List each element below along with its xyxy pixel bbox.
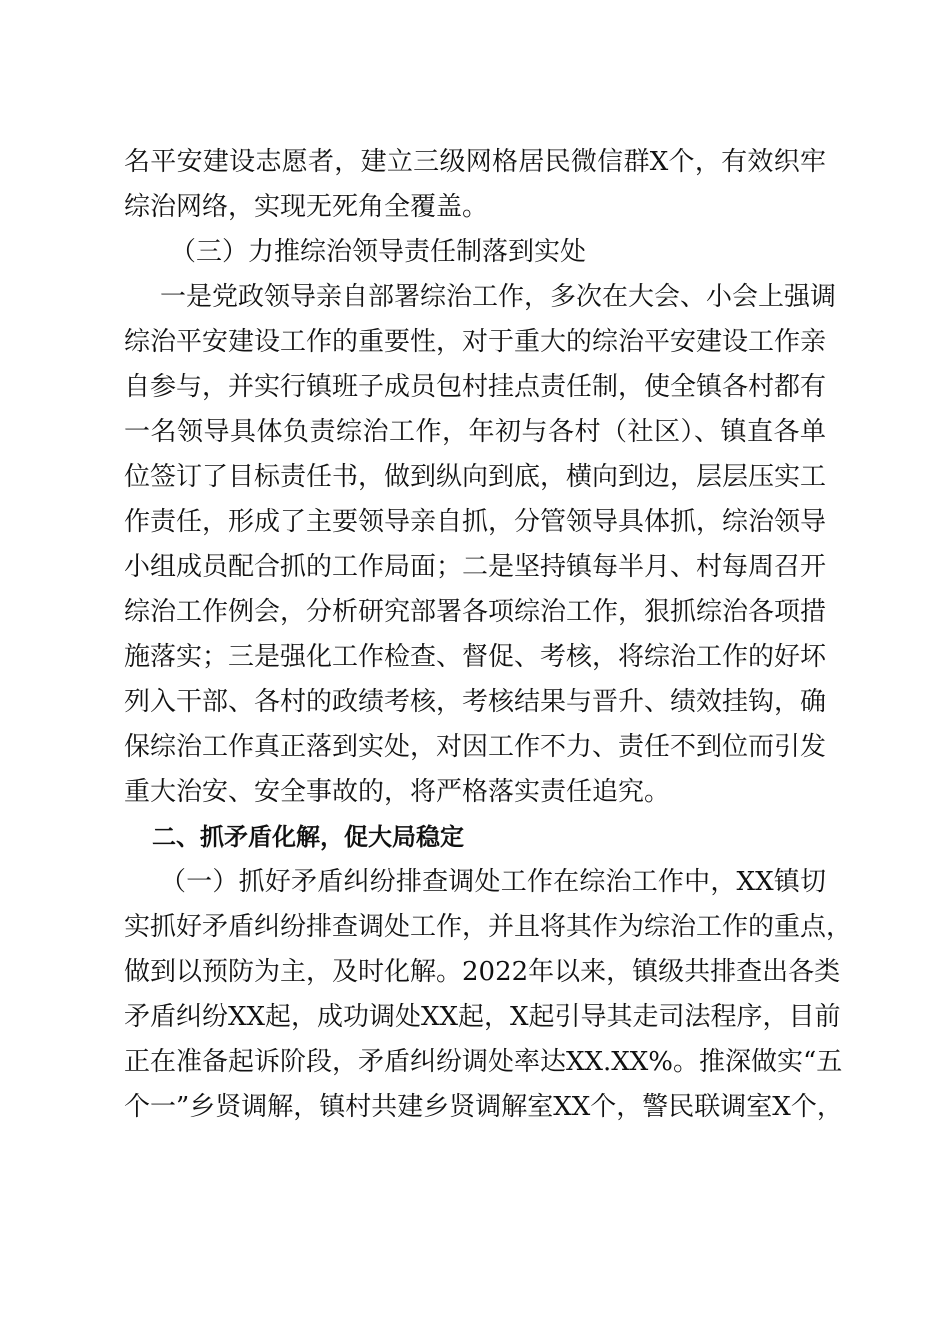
paragraph-line: 综治工作例会，分析研究部署各项综治工作，狠抓综治各项措 [124, 597, 827, 627]
paragraph-line: 名平安建设志愿者，建立三级网格居民微信群X个，有效织牢 [124, 147, 826, 177]
paragraph-line: 位签订了目标责任书，做到纵向到底，横向到边，层层压实工 [124, 462, 827, 492]
paragraph-line: 一名领导具体负责综治工作，年初与各村（社区）、镇直各单 [124, 417, 826, 447]
paragraph-line: 自参与，并实行镇班子成员包村挂点责任制，使全镇各村都有 [124, 372, 827, 402]
paragraph-line: 综治平安建设工作的重要性，对于重大的综治平安建设工作亲 [124, 327, 827, 357]
paragraph-line: 施落实；三是强化工作检查、督促、考核，将综治工作的好坏 [124, 642, 827, 672]
paragraph-line: 一是党政领导亲自部署综治工作，多次在大会、小会上强调 [160, 282, 837, 312]
paragraph-line: 小组成员配合抓的工作局面；二是坚持镇每半月、村每周召开 [124, 552, 827, 582]
paragraph-line: （一）抓好矛盾纠纷排查调处工作在综治工作中，XX镇切 [160, 867, 826, 897]
paragraph-line: 重大治安、安全事故的，将严格落实责任追究。 [124, 777, 671, 807]
paragraph-line: 列入干部、各村的政绩考核，考核结果与晋升、绩效挂钩，确 [124, 687, 827, 717]
paragraph-line: 实抓好矛盾纠纷排查调处工作，并且将其作为综治工作的重点， [124, 912, 853, 942]
paragraph-line: 个一”乡贤调解，镇村共建乡贤调解室XX个，警民联调室X个， [124, 1092, 843, 1122]
chapter-heading: 二、抓矛盾化解，促大局稳定 [152, 823, 464, 851]
paragraph-line: 综治网络，实现无死角全覆盖。 [124, 192, 489, 222]
section-heading: （三）力推综治领导责任制落到实处 [170, 237, 587, 267]
paragraph-line: 保综治工作真正落到实处，对因工作不力、责任不到位而引发 [124, 732, 827, 762]
paragraph-line: 作责任，形成了主要领导亲自抓，分管领导具体抓，综治领导 [124, 507, 827, 537]
paragraph-line: 做到以预防为主，及时化解。2022年以来，镇级共排查出各类 [124, 957, 841, 987]
paragraph-line: 正在准备起诉阶段，矛盾纠纷调处率达XX.XX%。推深做实“五 [124, 1047, 843, 1077]
paragraph-line: 矛盾纠纷XX起，成功调处XX起，X起引导其走司法程序，目前 [124, 1002, 841, 1032]
